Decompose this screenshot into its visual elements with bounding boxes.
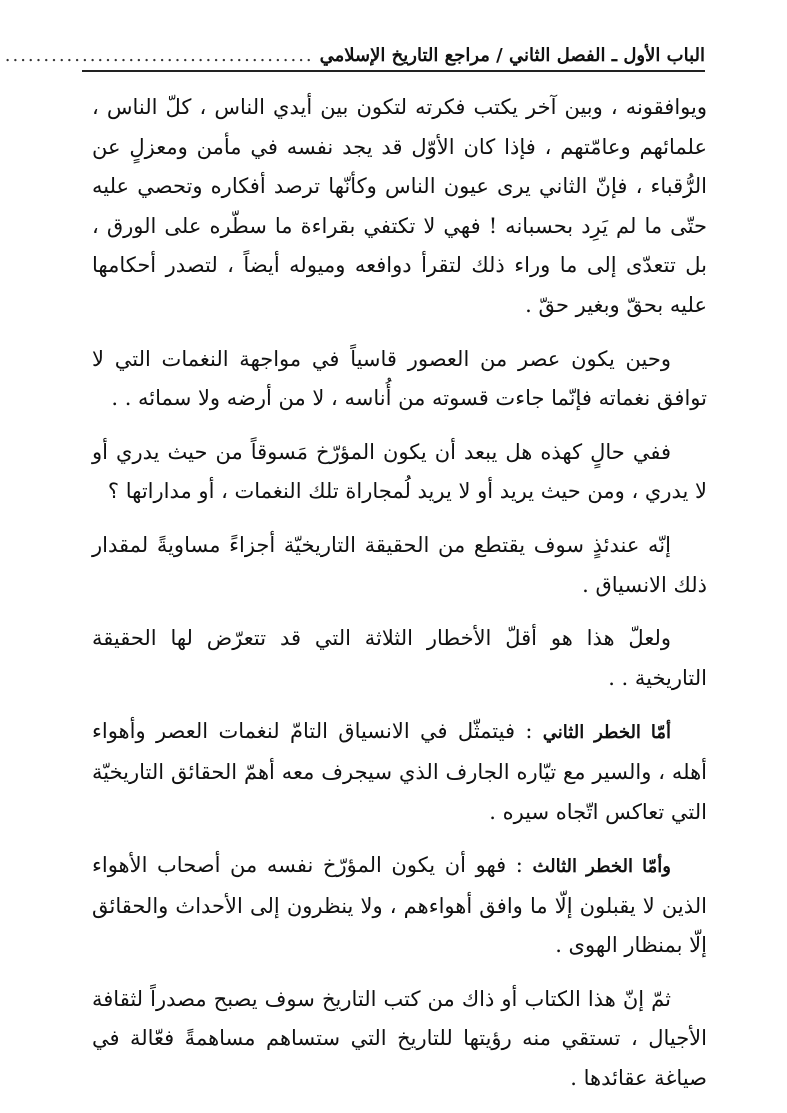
paragraph-2 — [92, 340, 707, 419]
paragraph-6 — [92, 712, 707, 832]
second-danger-heading: أمّا الخطر الثاني — [542, 722, 671, 744]
paragraph-8 — [92, 980, 707, 1099]
paragraph-7-text: : فهو أن يكون المؤرّخ نفسه من أصحاب الأهواء الذين لا يقبلون إلّا ما وافق أهواءهم ، ولا ينظرون إلى الأحداث والحقائق إلّا بمنظار الهوى . — [92, 853, 707, 958]
paragraph-4-text: إنّه عندئذٍ سوف يقتطع من الحقيقة التاريخيّة أجزاءً مساويةً لمقدار ذلك الانسياق . — [92, 532, 707, 597]
paragraph-5-text: ولعلّ هذا هو أقلّ الأخطار الثلاثة التي قد تتعرّض لها الحقيقة التاريخية . . — [92, 626, 707, 690]
paragraph-7 — [92, 846, 707, 966]
paragraph-3-text: ففي حالٍ كهذه هل يبعد أن يكون المؤرّخ مَسوقاً من حيث يدري أو لا يدري ، ومن حيث يريد أو لا يريد لُمجاراة تلك النغمات ، أو مداراتها ؟ — [92, 439, 707, 504]
paragraph-3 — [92, 433, 707, 512]
paragraph-1 — [92, 88, 707, 326]
paragraph-6-text: : فيتمثّل في الانسياق التامّ لنغمات العصر وأهواء أهله ، والسير مع تيّاره الجارف الذي سيجرف معه أهمّ الحقائق التاريخيّة التي تعاكس اتّجاه سيره . — [92, 719, 707, 824]
paragraph-2-text: وحين يكون عصر من العصور قاسياً في مواجهة النغمات التي لا توافق نغماته فإنّما جاءت قسوته من أُناسه ، لا من أرضه ولا سمائه . . — [92, 346, 707, 411]
paragraph-1-text: ويوافقونه ، وبين آخر يكتب فكرته لتكون بين أيدي الناس ، كلّ الناس ، علمائهم وعامّتهم ، فإذا كان الأوّل قد يجد نفسه في مأمن ومعزلٍ عن الرُّقباء ، فإنّ الثاني يرى عيون الناس وكأنّها ترصد أفكاره وتحصي عليه حتّى ما لم يَرِد بحسبانه ! فهي لا تكتفي بقراءة ما سطّره على الورق ، بل تتعدّى إلى ما وراء ذلك لتقرأ دوافعه وميوله أيضاً ، لتصدر أحكامها عليه بحقّ وبغير حقّ . — [92, 95, 707, 317]
paragraph-5 — [92, 619, 707, 698]
third-danger-heading: وأمّا الخطر الثالث — [532, 856, 671, 878]
paragraph-8-text: ثمّ إنّ هذا الكتاب أو ذاك من كتب التاريخ سوف يصبح مصدراً لثقافة الأجيال ، تستقي منه رؤيتها للتاريخ التي ستساهم مساهمةً فعّالة في صياغة عقائدها . — [92, 986, 707, 1091]
chapter-title: الباب الأول ـ الفصل الثاني / مراجع التاريخ الإسلامي — [319, 45, 705, 66]
leader-dots: ........................................ — [4, 45, 314, 66]
paragraph-4 — [92, 526, 707, 605]
body-text — [92, 88, 707, 1113]
running-header — [4, 32, 705, 72]
